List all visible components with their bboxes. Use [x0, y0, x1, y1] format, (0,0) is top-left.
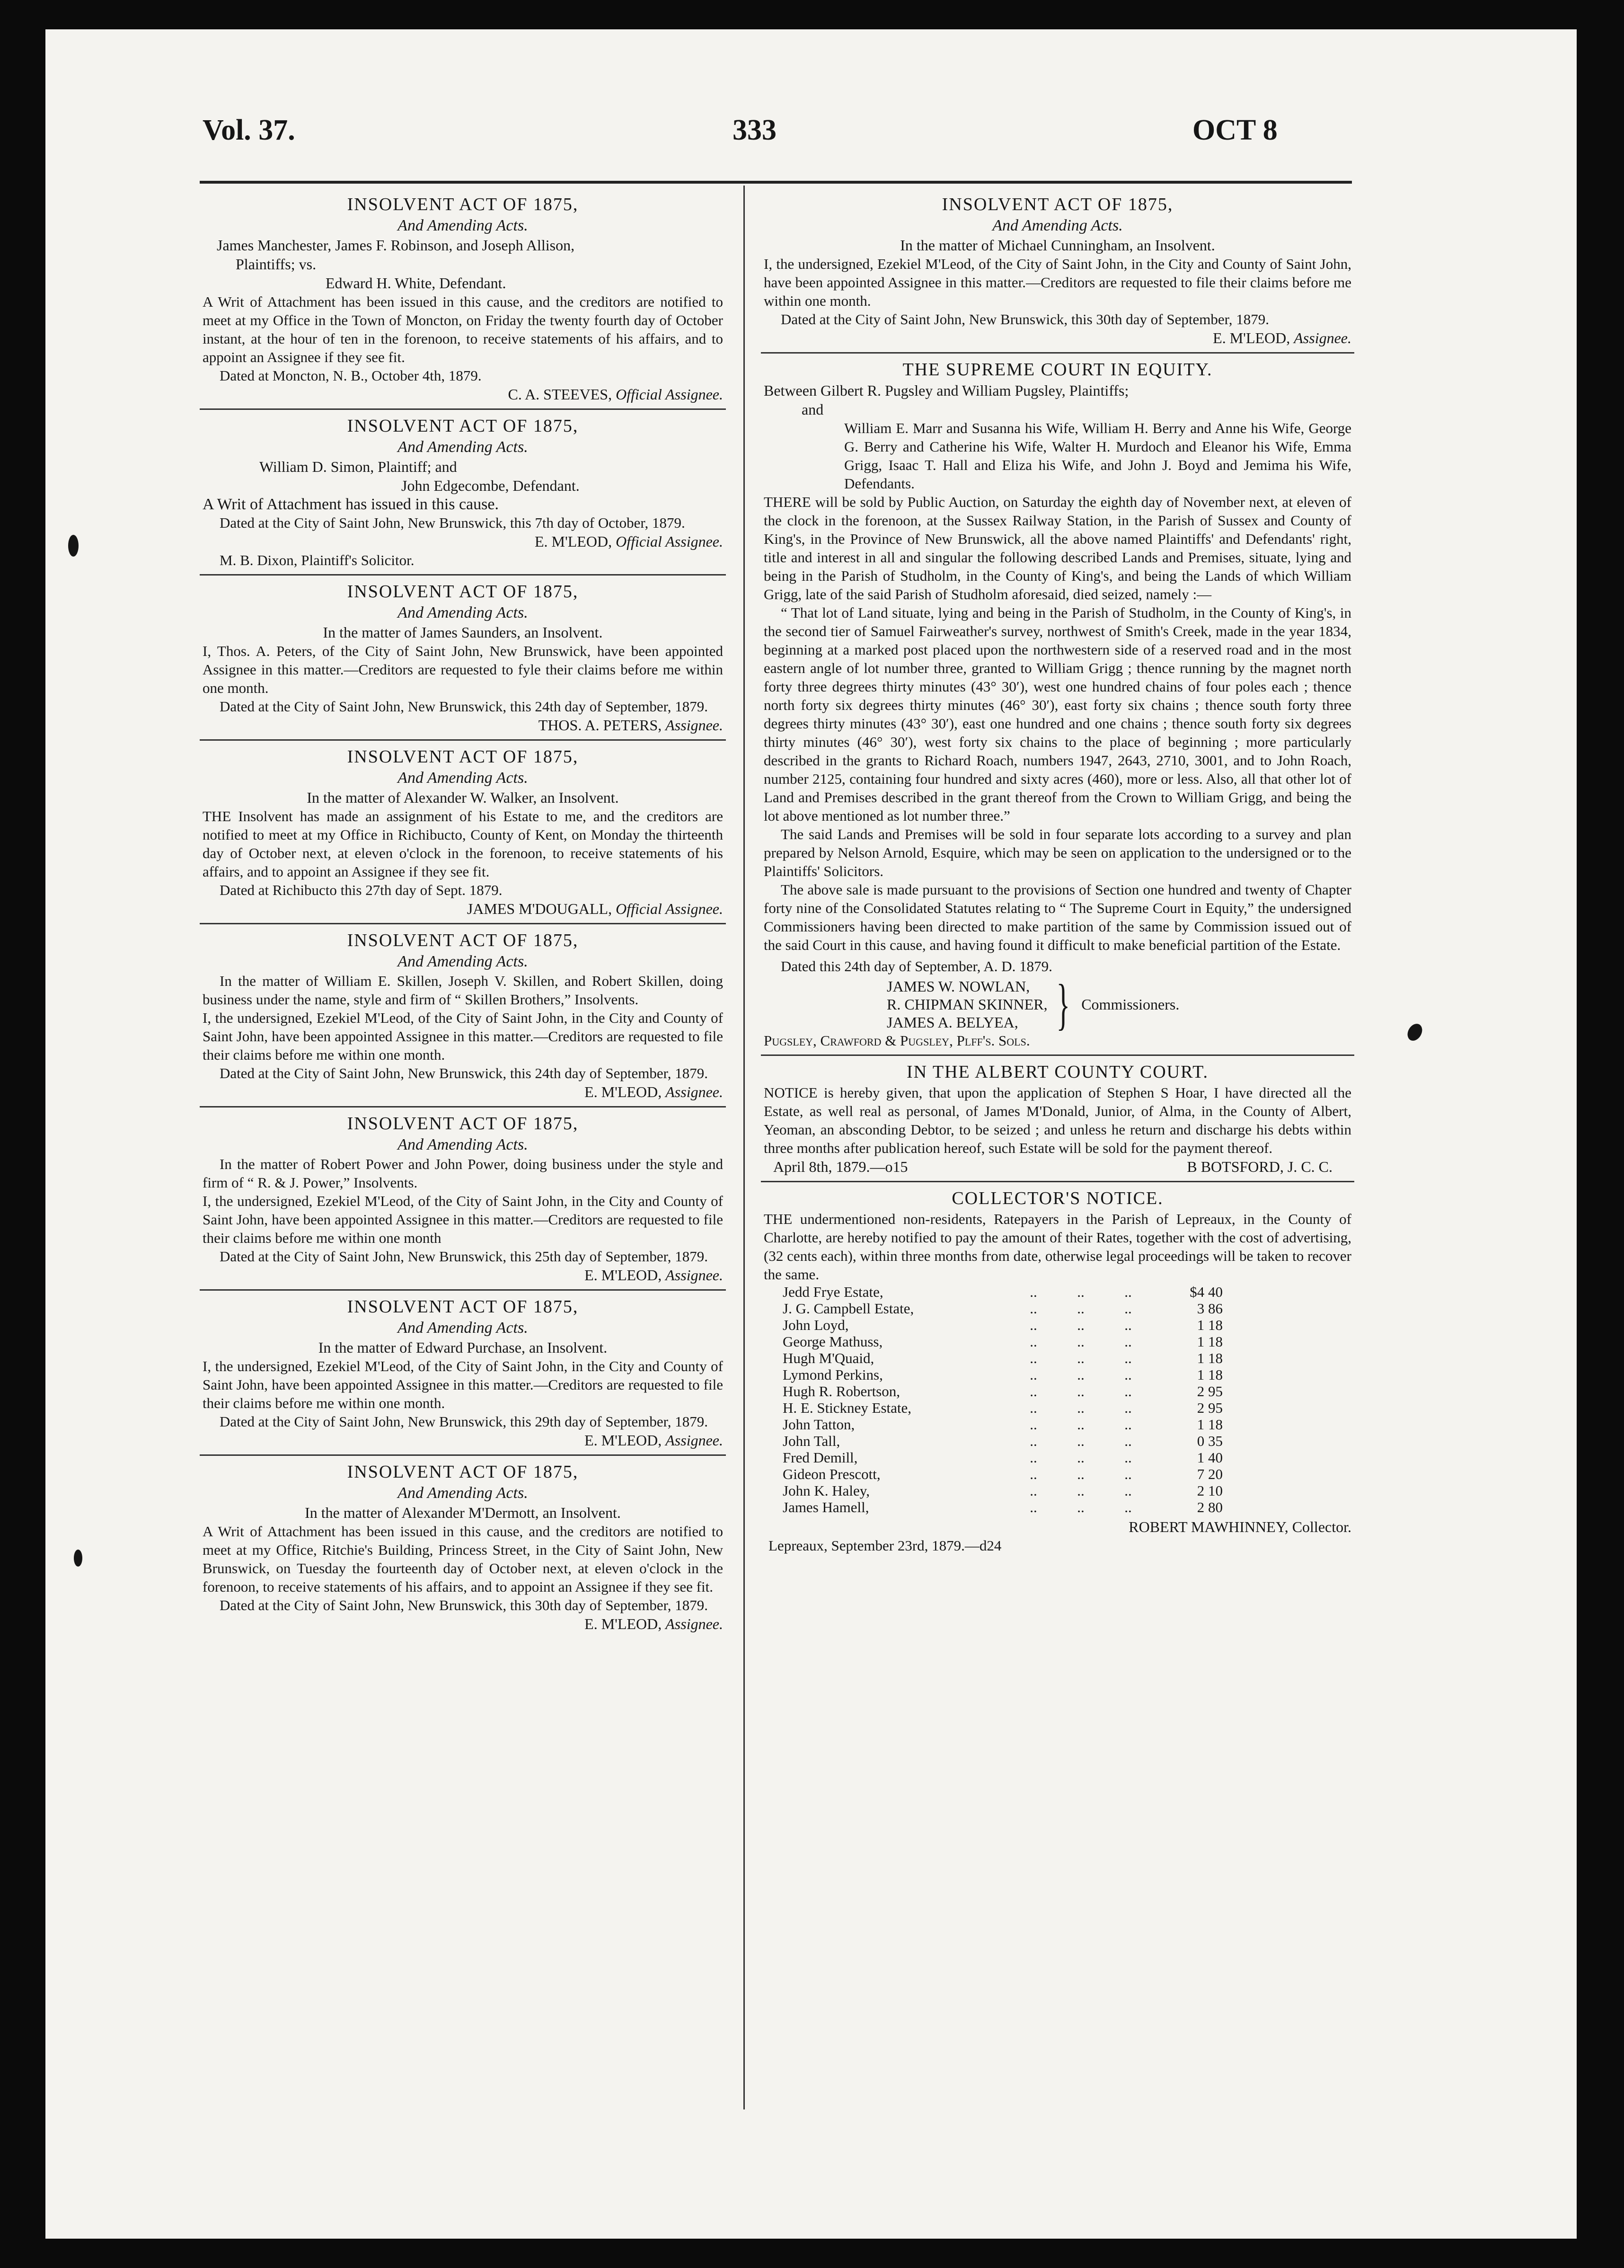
notice-title: INSOLVENT ACT OF 1875, [942, 195, 1174, 214]
collector-body: THE undermentioned non-residents, Ratepayers in the Parish of Lepreaux, in the County of Charlotte, are hereby notified to pay the amount of their Rates, together with the cost of advertising, (32 cents each), within three months from date, otherwise legal proceedings will be taken to recover the same. [764, 1211, 1351, 1283]
left-column [200, 188, 726, 1638]
leader-dots: .. [1124, 1317, 1132, 1333]
leader-dots: .. [1124, 1350, 1132, 1366]
signature-role: Official Assignee. [616, 386, 723, 403]
notice-title: INSOLVENT ACT OF 1875, [347, 195, 579, 214]
notice-subtitle: And Amending Acts. [397, 1484, 528, 1502]
albert-body: NOTICE is hereby given, that upon the application of Stephen S Hoar, I have directed all the Estate, as well real as personal, of James M'Donald, Junior, of Alma, in the County of Albert, Yeoman, an absconding Debtor, to be seized ; and unless he return and discharge his debts within three months after publication hereof, such Estate will be sold for the payment thereof. [764, 1084, 1351, 1156]
commissioner-name: R. CHIPMAN SKINNER, [887, 996, 1048, 1013]
leader-dots: .. [1030, 1449, 1037, 1466]
ratepayer-amount: 2 10 [1197, 1482, 1223, 1499]
commissioners-block [764, 973, 1351, 1036]
notice-body: A Writ of Attachment has issued in this cause. [203, 496, 499, 513]
equity-paragraph: The said Lands and Premises will be sold in four separate lots according to a survey and plan prepared by Nelson Arnold, Esquire, which may be seen on application to the undersigned or to the Plaintiffs' Solicitors. [764, 826, 1351, 879]
notice-subtitle: And Amending Acts. [397, 769, 528, 787]
commissioners-label: Commissioners. [1081, 995, 1180, 1013]
notice-body: I, the undersigned, Ezekiel M'Leod, of the City of Saint John, in the City and County of Saint John, have been appointed Assignee in this matter.—Creditors are requested to file their claims before me within one month [203, 1193, 723, 1246]
leader-dots: .. [1077, 1466, 1085, 1482]
leader-dots: .. [1030, 1383, 1037, 1400]
equity-title: THE SUPREME COURT IN EQUITY. [902, 360, 1213, 380]
leader-dots: .. [1077, 1333, 1085, 1350]
notice-body: I, the undersigned, Ezekiel M'Leod, of the City of Saint John, in the City and County of Saint John, have been appointed Assignee in this matter.—Creditors are requested to file their claims before me within one month. [203, 1358, 723, 1411]
ratepayer-row [783, 1466, 1223, 1482]
parties-line: William D. Simon, Plaintiff; and [259, 458, 457, 475]
ratepayer-name: George Mathuss, [783, 1333, 883, 1350]
notice-signature [203, 1431, 723, 1450]
leader-dots: .. [1030, 1400, 1037, 1416]
notice-simon [200, 410, 726, 576]
notice-matter: In the matter of Robert Power and John Power, doing business under the style and firm of “ R. & J. Power,” Insolvents. [203, 1156, 723, 1191]
notice-signature [203, 1266, 723, 1285]
notice-signature [203, 532, 723, 551]
leader-dots: .. [1030, 1466, 1037, 1482]
notice-dated: Dated at the City of Saint John, New Brunswick, this 24th day of September, 1879. [220, 1065, 708, 1081]
leader-dots: .. [1030, 1366, 1037, 1383]
ratepayer-name: John Tatton, [783, 1416, 855, 1433]
notice-subtitle: And Amending Acts. [397, 1136, 528, 1153]
notice-title: INSOLVENT ACT OF 1875, [347, 1114, 579, 1134]
leader-dots: .. [1077, 1499, 1085, 1515]
notice-purchase [200, 1291, 726, 1456]
signature-name: E. M'LEOD, [584, 1432, 662, 1449]
collector-signature: ROBERT MAWHINNEY, Collector. [1129, 1518, 1351, 1535]
leader-dots: .. [1124, 1333, 1132, 1350]
notice-body: A Writ of Attachment has been issued in this cause, and the creditors are notified to meet at my Office in the Town of Moncton, on Friday the twenty fourth day of October instant, at the hour of ten in the forenoon, to receive statements of his affairs, and to appoint an Assignee if they see fit. [203, 293, 723, 365]
notice-albert-county [761, 1056, 1354, 1182]
ratepayer-amount: 1 18 [1197, 1366, 1223, 1383]
notice-subtitle: And Amending Acts. [397, 604, 528, 621]
brace-glyph: } [1056, 973, 1070, 1036]
signature-name: C. A. STEEVES, [508, 386, 612, 403]
notice-equity [761, 354, 1354, 1056]
notice-title: INSOLVENT ACT OF 1875, [347, 582, 579, 602]
notice-matter: In the matter of Alexander M'Dermott, an Insolvent. [305, 1504, 621, 1521]
ratepayer-amount: 1 18 [1197, 1350, 1223, 1366]
ratepayer-name: Hugh M'Quaid, [783, 1350, 874, 1366]
ratepayer-name: John Loyd, [783, 1317, 849, 1333]
leader-dots: .. [1124, 1366, 1132, 1383]
equity-defendants: William E. Marr and Susanna his Wife, William H. Berry and Anne his Wife, George G. Berry and Catherine his Wife, Walter H. Murdoch and Eleanor his Wife, Emma Grigg, Isaac T. Hall and Eliza his Wife, and John J. Boyd and Jemima his Wife, Defendants. [844, 420, 1351, 492]
ratepayer-row [783, 1482, 1223, 1499]
ratepayer-table [783, 1284, 1223, 1515]
ratepayer-row [783, 1284, 1223, 1300]
leader-dots: .. [1124, 1416, 1132, 1433]
notice-subtitle: And Amending Acts. [397, 953, 528, 970]
notice-subtitle: And Amending Acts. [397, 1319, 528, 1337]
notice-collector [761, 1182, 1354, 1559]
notice-subtitle: And Amending Acts. [397, 438, 528, 456]
ratepayer-amount: $4 40 [1190, 1284, 1223, 1300]
notice-dated: Dated at the City of Saint John, New Brunswick, this 24th day of September, 1879. [220, 698, 708, 715]
notice-body: THE Insolvent has made an assignment of his Estate to me, and the creditors are notified to meet at my Office in Richibucto, County of Kent, on Monday the thirteenth day of October next, at eleven o'clock in the forenoon, to receive statements of his affairs, and to appoint an Assignee if they see fit. [203, 808, 723, 880]
parties-line: James Manchester, James F. Robinson, and Joseph Allison, [217, 237, 575, 254]
ratepayer-amount: 1 40 [1197, 1449, 1223, 1466]
equity-and: and [802, 401, 824, 418]
notice-signature [203, 385, 723, 404]
notice-title: INSOLVENT ACT OF 1875, [347, 1462, 579, 1482]
equity-paragraph: THERE will be sold by Public Auction, on Saturday the eighth day of November next, at eleven of the clock in the forenoon, at the Sussex Railway Station, in the Parish of Sussex and County of King's, in the Province of New Brunswick, all the above named Plaintiffs' and Defendants' right, title and interest in all and singular the following described Lands and Premises, situate, lying and being in the Parish of Studholm, in the County of King's, and being the Lands of which William Grigg, late of the said Parish of Studholm aforesaid, died seized, namely :— [764, 494, 1351, 602]
leader-dots: .. [1077, 1350, 1085, 1366]
leader-dots: .. [1077, 1300, 1085, 1317]
notice-manchester [200, 188, 726, 410]
leader-dots: .. [1077, 1433, 1085, 1449]
ratepayer-name: J. G. Campbell Estate, [783, 1300, 914, 1317]
notice-body: A Writ of Attachment has been issued in this cause, and the creditors are notified to meet at my Office, Ritchie's Building, Princess Street, in the City of Saint John, New Brunswick, on Tuesday the fourteenth day of October next, at eleven o'clock in the forenoon, to receive statements of his affairs, and to appoint an Assignee if they see fit. [203, 1523, 723, 1595]
notice-dated: Dated at Moncton, N. B., October 4th, 1879. [220, 367, 482, 384]
right-column [761, 188, 1354, 1559]
notice-body: I, the undersigned, Ezekiel M'Leod, of the City of Saint John, in the City and County of Saint John, have been appointed Assignee in this matter.—Creditors are requested to file their claims before me within one month. [203, 1010, 723, 1063]
equity-paragraph: The above sale is made pursuant to the provisions of Section one hundred and twenty of Chapter forty nine of the Consolidated Statutes relating to “ The Supreme Court in Equity,” the undersigned Commissioners having been directed to make partition of the same by Commission issued out of the said Court in this cause, and having found it difficult to make beneficial partition of the Estate. [764, 881, 1351, 953]
notice-dated: Dated at the City of Saint John, New Brunswick, this 25th day of September, 1879. [220, 1248, 708, 1265]
notice-cunningham [761, 188, 1354, 354]
ratepayer-name: John K. Haley, [783, 1482, 870, 1499]
leader-dots: .. [1077, 1284, 1085, 1300]
ratepayer-amount: 2 80 [1197, 1499, 1223, 1515]
header-rule [200, 181, 1352, 184]
leader-dots: .. [1077, 1482, 1085, 1499]
scan-speck [68, 535, 79, 557]
ratepayer-row [783, 1366, 1223, 1383]
column-divider [743, 186, 745, 2109]
ratepayer-name: John Tall, [783, 1433, 840, 1449]
notice-dated: Dated at the City of Saint John, New Brunswick, this 30th day of September, 1879. [220, 1597, 708, 1613]
notice-subtitle: And Amending Acts. [992, 217, 1123, 234]
signature-role: Official Assignee. [616, 900, 723, 917]
signature-name: E. M'LEOD, [584, 1615, 662, 1632]
notice-dated: Dated at the City of Saint John, New Brunswick, this 7th day of October, 1879. [220, 514, 685, 531]
notice-signature [203, 716, 723, 735]
signature-role: Assignee. [665, 1615, 723, 1632]
commissioner-name: JAMES W. NOWLAN, [887, 978, 1030, 995]
notice-dated: Dated at Richibucto this 27th day of Sept. 1879. [220, 882, 503, 898]
notice-walker [200, 741, 726, 924]
ratepayer-row [783, 1350, 1223, 1366]
ratepayer-amount: 2 95 [1197, 1383, 1223, 1400]
leader-dots: .. [1077, 1400, 1085, 1416]
leader-dots: .. [1077, 1317, 1085, 1333]
notice-saunders [200, 576, 726, 741]
gazette-page [45, 29, 1577, 2239]
notice-matter: In the matter of William E. Skillen, Joseph V. Skillen, and Robert Skillen, doing business under the name, style and firm of “ Skillen Brothers,” Insolvents. [203, 973, 723, 1008]
page-number: 333 [733, 114, 777, 146]
ratepayer-amount: 1 18 [1197, 1333, 1223, 1350]
signature-role: Assignee. [665, 1432, 723, 1449]
ratepayer-name: James Hamell, [783, 1499, 869, 1515]
notice-mcdermott [200, 1456, 726, 1638]
notice-title: INSOLVENT ACT OF 1875, [347, 747, 579, 767]
leader-dots: .. [1030, 1284, 1037, 1300]
leader-dots: .. [1124, 1466, 1132, 1482]
ratepayer-row [783, 1300, 1223, 1317]
ratepayer-row [783, 1499, 1223, 1515]
notice-subtitle: And Amending Acts. [397, 217, 528, 234]
notice-power [200, 1107, 726, 1291]
albert-signature: B BOTSFORD, J. C. C. [1187, 1158, 1333, 1175]
notice-title: INSOLVENT ACT OF 1875, [347, 1297, 579, 1317]
ratepayer-row [783, 1416, 1223, 1433]
signature-name: E. M'LEOD, [1213, 329, 1290, 346]
albert-dated: April 8th, 1879.—o15 [773, 1158, 908, 1175]
leader-dots: .. [1030, 1300, 1037, 1317]
leader-dots: .. [1077, 1383, 1085, 1400]
parties-line: Plaintiffs; vs. [236, 256, 317, 273]
ratepayer-amount: 3 86 [1197, 1300, 1223, 1317]
ratepayer-row [783, 1333, 1223, 1350]
ratepayer-amount: 2 95 [1197, 1400, 1223, 1416]
notice-title: INSOLVENT ACT OF 1875, [347, 930, 579, 950]
signature-role: Assignee. [1294, 329, 1351, 346]
ratepayer-amount: 1 18 [1197, 1317, 1223, 1333]
ratepayer-row [783, 1383, 1223, 1400]
issue-date: OCT 8 [1192, 114, 1278, 146]
ratepayer-name: H. E. Stickney Estate, [783, 1400, 912, 1416]
ratepayer-row [783, 1449, 1223, 1466]
leader-dots: .. [1124, 1449, 1132, 1466]
leader-dots: .. [1030, 1333, 1037, 1350]
leader-dots: .. [1030, 1416, 1037, 1433]
signature-role: Assignee. [665, 1083, 723, 1100]
leader-dots: .. [1124, 1284, 1132, 1300]
leader-dots: .. [1124, 1400, 1132, 1416]
notice-matter: In the matter of James Saunders, an Insolvent. [323, 624, 603, 641]
volume-label: Vol. 37. [203, 114, 295, 146]
leader-dots: .. [1124, 1383, 1132, 1400]
signature-name: JAMES M'DOUGALL, [467, 900, 612, 917]
albert-title: IN THE ALBERT COUNTY COURT. [906, 1062, 1209, 1082]
signature-name: E. M'LEOD, [584, 1267, 662, 1284]
commissioner-name: JAMES A. BELYEA, [887, 1014, 1018, 1031]
notice-title: INSOLVENT ACT OF 1875, [347, 416, 579, 436]
notice-body: I, Thos. A. Peters, of the City of Saint John, New Brunswick, have been appointed Assignee in this matter.—Creditors are requested to fyle their claims before me within one month. [203, 643, 723, 696]
notice-signature [203, 1614, 723, 1633]
ratepayer-row [783, 1400, 1223, 1416]
leader-dots: .. [1030, 1433, 1037, 1449]
leader-dots: .. [1124, 1482, 1132, 1499]
signature-name: E. M'LEOD, [584, 1083, 662, 1100]
signature-role: Assignee. [665, 1267, 723, 1284]
ratepayer-amount: 1 18 [1197, 1416, 1223, 1433]
ratepayer-name: Hugh R. Robertson, [783, 1383, 900, 1400]
leader-dots: .. [1030, 1317, 1037, 1333]
parties-line: John Edgecombe, Defendant. [401, 477, 580, 494]
signature-role: Assignee. [665, 717, 723, 734]
equity-paragraph: “ That lot of Land situate, lying and being in the Parish of Studholm, in the County of King's, in the second tier of Samuel Fairweather's survey, northwest of Smith's Creek, made in the year 1834, beginning at a marked post placed upon the northwestern side of a reserved road and in the most eastern angle of lot number three, granted to William Grigg ; thence running by the magnet north forty three degrees thirty minutes (43° 30′), west one hundred chains of four poles each ; thence north forty six degrees thirty minutes (46° 30′), east forty six chains ; thence south forty three degrees thirty minutes (43° 30′), east one hundred and one chains ; thence south forty six degrees thirty minutes (46° 30′), west forty six chains to the place of beginning ; more particularly described in the grants to Richard Roach, numbers 1947, 2643, 2710, 3001, and to John Roach, number 2125, containing four hundred and sixty acres (460), more or less. Also, all that other lot of Land and Premises described in the grant thereof from the Crown to William Grigg, and being the lot above mentioned as lot number three.” [764, 604, 1351, 824]
leader-dots: .. [1077, 1449, 1085, 1466]
leader-dots: .. [1124, 1499, 1132, 1515]
scan-speck [1404, 1021, 1425, 1044]
notice-skillen [200, 924, 726, 1107]
ratepayer-name: Lymond Perkins, [783, 1366, 883, 1383]
scan-speck [74, 1550, 82, 1567]
notice-body: I, the undersigned, Ezekiel M'Leod, of the City of Saint John, in the City and County of Saint John, have been appointed Assignee in this matter.—Creditors are requested to file their claims before me within one month. [764, 256, 1351, 309]
ratepayer-name: Jedd Frye Estate, [783, 1284, 883, 1300]
leader-dots: .. [1030, 1350, 1037, 1366]
signature-name: THOS. A. PETERS, [538, 717, 662, 734]
signature-name: E. M'LEOD, [534, 533, 612, 550]
notice-dated: Dated at the City of Saint John, New Brunswick, this 29th day of September, 1879. [220, 1413, 708, 1430]
signature-role: Official Assignee. [616, 533, 723, 550]
leader-dots: .. [1124, 1433, 1132, 1449]
notice-matter: In the matter of Alexander W. Walker, an Insolvent. [307, 789, 619, 806]
equity-dated: Dated this 24th day of September, A. D. 1879. [781, 958, 1052, 975]
ratepayer-table-body [783, 1284, 1223, 1515]
collector-dated: Lepreaux, September 23rd, 1879.—d24 [768, 1537, 1002, 1554]
equity-between: Between Gilbert R. Pugsley and William Pugsley, Plaintiffs; [764, 382, 1129, 399]
notice-matter: In the matter of Edward Purchase, an Insolvent. [318, 1339, 608, 1356]
notice-matter: In the matter of Michael Cunningham, an Insolvent. [900, 237, 1215, 254]
solicitor-line: M. B. Dixon, Plaintiff's Solicitor. [220, 552, 415, 568]
parties-line: Edward H. White, Defendant. [326, 275, 506, 292]
ratepayer-name: Gideon Prescott, [783, 1466, 881, 1482]
albert-footer [764, 1157, 1351, 1176]
notice-signature [203, 1082, 723, 1101]
leader-dots: .. [1030, 1499, 1037, 1515]
notice-signature [764, 328, 1351, 347]
solicitors-line: Pugsley, Crawford & Pugsley, Plff's. Sols. [764, 1032, 1030, 1049]
ratepayer-amount: 7 20 [1197, 1466, 1223, 1482]
ratepayer-amount: 0 35 [1197, 1433, 1223, 1449]
ratepayer-name: Fred Demill, [783, 1449, 858, 1466]
leader-dots: .. [1077, 1366, 1085, 1383]
ratepayer-row [783, 1317, 1223, 1333]
collector-title: COLLECTOR'S NOTICE. [952, 1188, 1164, 1208]
leader-dots: .. [1030, 1482, 1037, 1499]
leader-dots: .. [1077, 1416, 1085, 1433]
commissioner-names [887, 977, 1048, 1031]
ratepayer-row [783, 1433, 1223, 1449]
notice-signature [203, 899, 723, 918]
leader-dots: .. [1124, 1300, 1132, 1317]
notice-dated: Dated at the City of Saint John, New Brunswick, this 30th day of September, 1879. [781, 311, 1269, 328]
